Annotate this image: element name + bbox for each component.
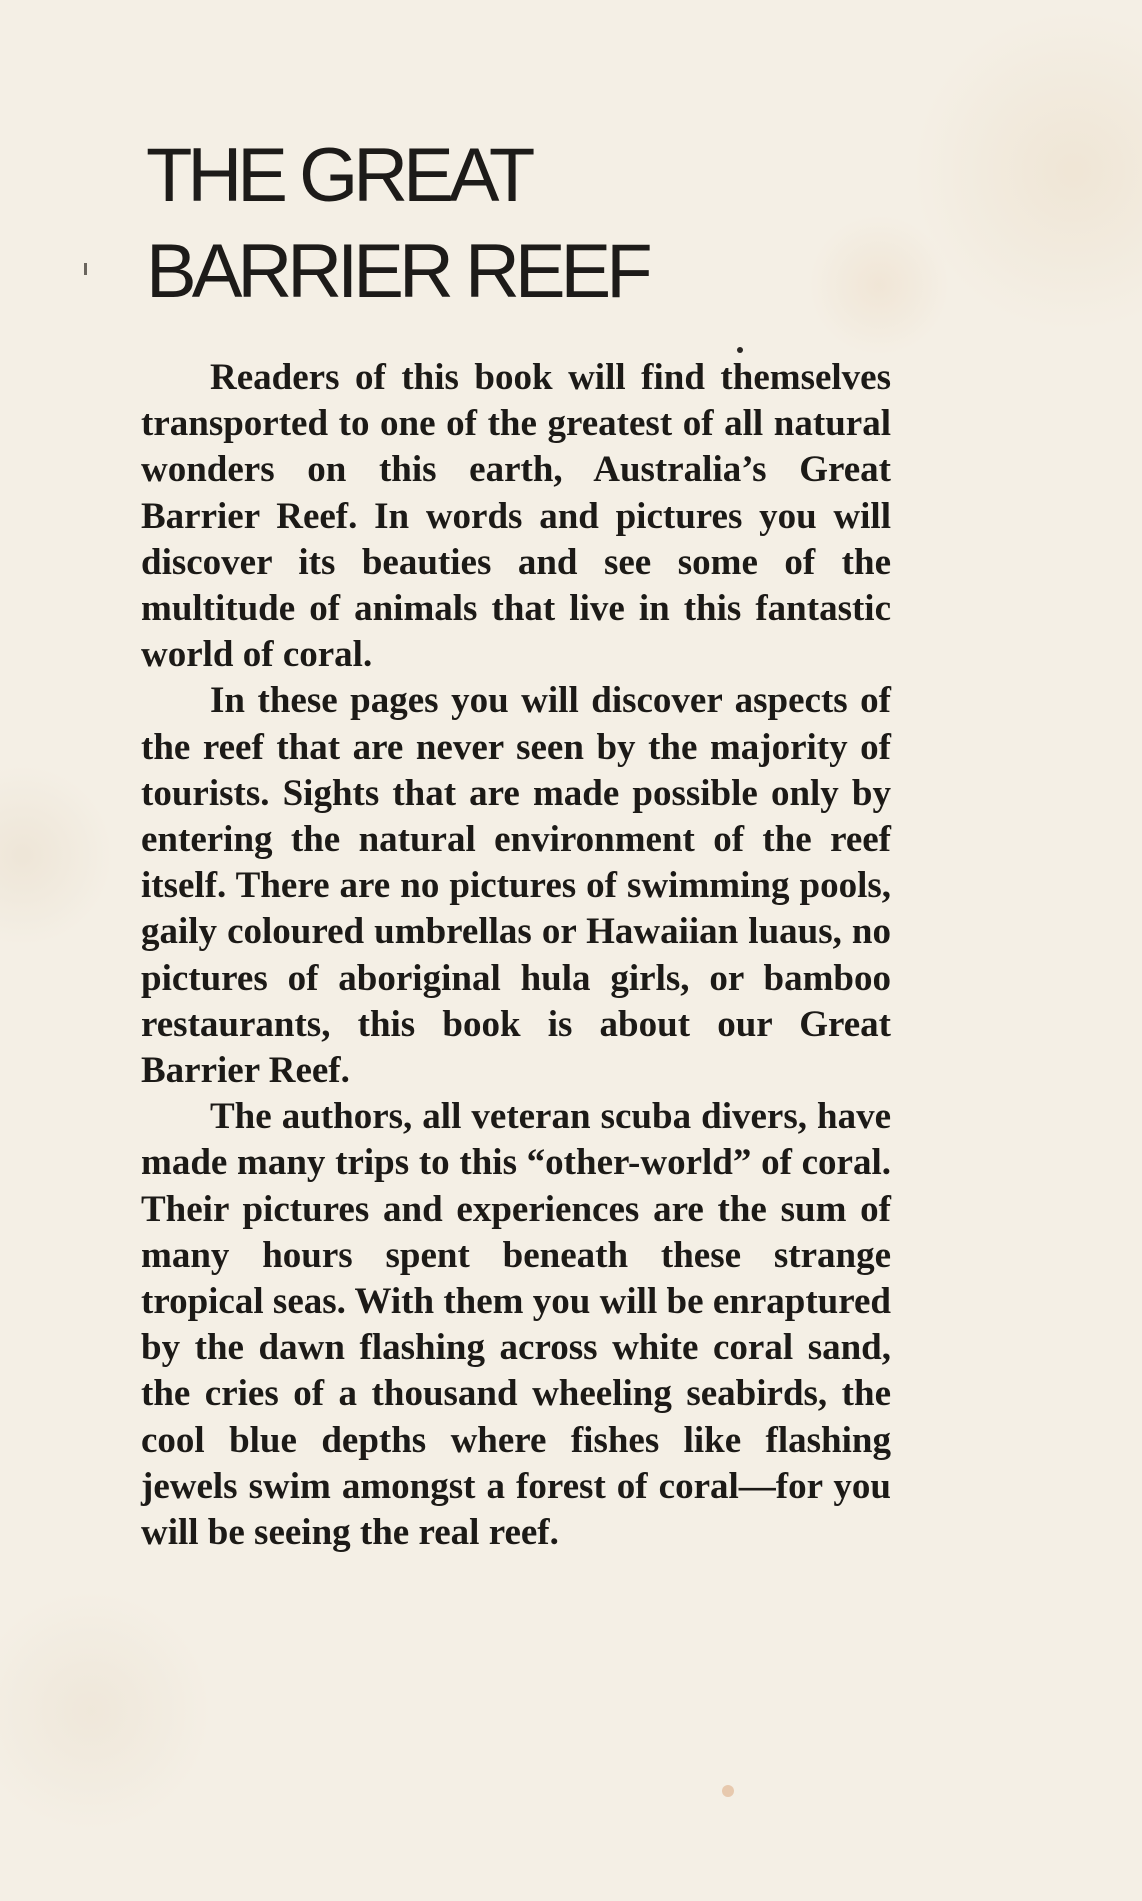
ink-dot xyxy=(737,347,743,353)
paper-stain xyxy=(722,1785,734,1797)
paragraph-1: Readers of this book will find themselves transported to one of the greatest of all natural wonders on this earth, Australia’s Great Barrier Reef. In words and pictures you will discover its beauties and see some of the multitude of animals that live in this fantastic world of coral. xyxy=(141,357,891,676)
paragraph-2: In these pages you will discover aspects of the reef that are never seen by the majority of tourists. Sights that are made possible only by entering the natural environment of the reef itself. There are no pictures of swimming pools, gaily coloured umbrellas or Hawaiian luaus, no pictures of aboriginal hula girls, or bamboo restaurants, this book is about our Great Barrier Reef. xyxy=(141,680,891,1092)
page-title xyxy=(146,128,648,320)
paragraph-3: The authors, all veteran scuba divers, have made many trips to this “other-world” of coral. Their pictures and experiences are the sum of many hours spent beneath these strange tropical seas. With them you will be enraptured by the dawn flashing across white coral sand, the cries of a thousand wheeling seabirds, the cool blue depths where fishes like flashing jewels swim amongst a forest of coral—for you will be seeing the real reef. xyxy=(141,1096,891,1554)
stray-mark xyxy=(84,263,87,275)
blurb-text xyxy=(141,355,891,1556)
title-line-2: BARRIER REEF xyxy=(146,229,648,314)
title-line-1: THE GREAT xyxy=(146,133,531,218)
